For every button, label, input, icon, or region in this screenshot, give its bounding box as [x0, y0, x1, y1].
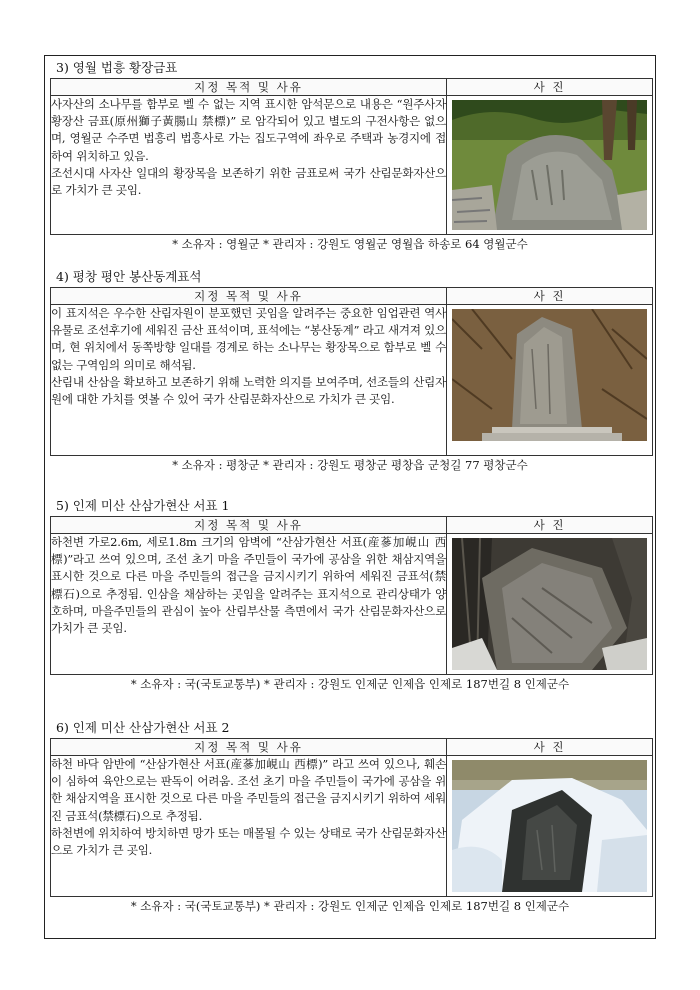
designation-table: [50, 738, 653, 897]
purpose-text: [51, 305, 447, 456]
section-6: [50, 718, 650, 916]
header-photo: 사 진: [447, 288, 653, 305]
paragraph: 이 표지석은 우수한 산림자원이 분포했던 곳임을 알려주는 중요한 임업관련 역사 유물로 조선후기에 세워진 금산 표석이며, 표석에는 “봉산동계” 라고 새겨져 있으며, 현 위치에서 동쪽방향 일대를 경계로 하는 소나무는 황장목으로 함부로 벨 수 없는 구역임의 의미로 해석됨.: [51, 306, 446, 372]
stone-marker-photo: [452, 309, 647, 441]
photo-cell: [447, 534, 653, 675]
photo-cell: [447, 305, 653, 456]
designation-table: [50, 516, 653, 675]
paragraph: 하천변 가로2.6m, 세로1.8m 크기의 암벽에 “산삼가현산 서표(産蔘加峴山 西標)”라고 쓰여 있으며, 조선 초기 마을 주민들이 국가에 공삼을 위한 채삼지역을 표시한 것으로 다른 마을 주민들의 접근을 금지시키기 위하여 세워진 금표석(禁標石)으로 추정됨. 인삼을 채삼하는 곳임을 알려주는 표지석으로 관리상태가 양호하며, 마을주민들의 관심이 높아 산림부산물 측면에서 국가 산림문화자산으로 가치가 큰 곳임.: [51, 535, 446, 636]
paragraph: 조선시대 사자산 일대의 황장목을 보존하기 위한 금표로써 국가 산림문화자산으로 가치가 큰 곳임.: [51, 165, 446, 198]
purpose-text: [51, 756, 447, 897]
section-title: 3) 영월 법흥 황장금표: [56, 60, 178, 75]
photo-cell: [447, 96, 653, 235]
section-3: [50, 58, 650, 254]
section-title: 6) 인제 미산 산삼가현산 서표 2: [56, 720, 230, 735]
owner-info: * 소유자 : 국(국토교통부) * 관리자 : 강원도 인제군 인제읍 인제로 187번길 8 인제군수: [130, 677, 570, 691]
riverbed-rock-photo: [452, 760, 647, 892]
photo-cell: [447, 756, 653, 897]
owner-info: * 소유자 : 영월군 * 관리자 : 강원도 영월군 영월읍 하송로 64 영월군수: [172, 237, 528, 251]
paragraph: 산림내 산삼을 확보하고 보존하기 위해 노력한 의지를 보여주며, 선조들의 산림자원에 대한 가치를 엿볼 수 있어 국가 산림문화자산으로 가치가 큰 곳임.: [51, 374, 446, 407]
paragraph: 하천변에 위치하여 방치하면 망가 또는 매몰될 수 있는 상태로 국가 산림문화자산으로 가치가 큰 곳임.: [51, 825, 446, 858]
section-5: [50, 496, 650, 694]
header-purpose: 지정 목적 및 사유: [51, 79, 447, 96]
paragraph: 사자산의 소나무를 함부로 벨 수 없는 지역 표시한 암석문으로 내용은 “원주사자황장산 금표(原州獅子黃腸山 禁標)” 로 암각되어 있고 별도의 구전사항은 없으며, 영월군 수주면 법흥리 법흥사로 가는 집도구역에 좌우로 주택과 농경지에 접하여 위치하고 있음.: [51, 97, 446, 163]
section-title: 5) 인제 미산 산삼가현산 서표 1: [56, 498, 230, 513]
header-purpose: 지정 목적 및 사유: [51, 517, 447, 534]
purpose-text: [51, 534, 447, 675]
rock-photo: [452, 100, 647, 230]
owner-info: * 소유자 : 국(국토교통부) * 관리자 : 강원도 인제군 인제읍 인제로 187번길 8 인제군수: [130, 899, 570, 913]
purpose-text: [51, 96, 447, 235]
paragraph: 하천 바닥 암반에 “산삼가현산 서표(産蔘加峴山 西標)” 라고 쓰여 있으나, 훼손이 심하여 육안으로는 판독이 어려움. 조선 초기 마을 주민들이 국가에 공삼을 위한 채삼지역을 표시한 것으로 다른 마을 주민들의 접근을 금지시키기 위하여 세워진 금표석(禁標石)으로 추정됨.: [51, 757, 446, 823]
header-purpose: 지정 목적 및 사유: [51, 288, 447, 305]
header-photo: 사 진: [447, 517, 653, 534]
section-4: [50, 267, 650, 475]
header-purpose: 지정 목적 및 사유: [51, 739, 447, 756]
rock-wall-photo: [452, 538, 647, 670]
section-title: 4) 평창 평안 봉산동계표석: [56, 269, 202, 284]
header-photo: 사 진: [447, 79, 653, 96]
header-photo: 사 진: [447, 739, 653, 756]
designation-table: [50, 78, 653, 235]
designation-table: [50, 287, 653, 456]
owner-info: * 소유자 : 평창군 * 관리자 : 강원도 평창군 평창읍 군청길 77 평창군수: [172, 458, 528, 472]
